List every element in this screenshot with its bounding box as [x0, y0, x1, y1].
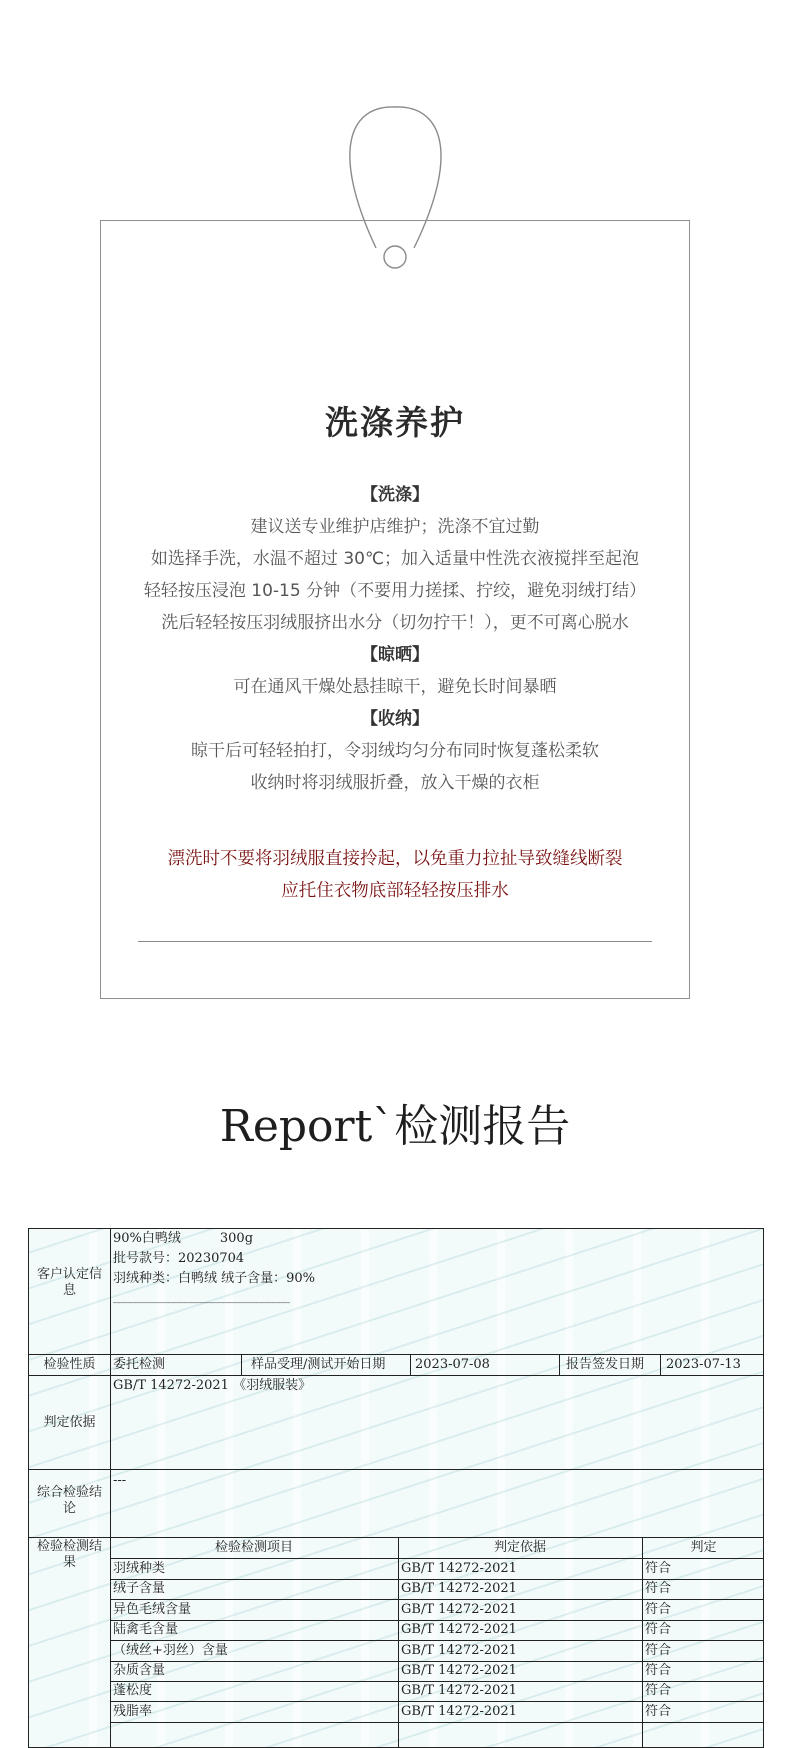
conclusion-label: 综合检验结论 [36, 1485, 102, 1516]
col-divider [241, 1354, 242, 1375]
result-item: 羽绒种类 [113, 1561, 166, 1576]
result-basis: GB/T 14272-2021 [401, 1561, 517, 1576]
results-label: 检验检测结果 [36, 1539, 102, 1570]
inspection-report [28, 1228, 764, 1748]
issue-date-label: 报告签发日期 [566, 1357, 645, 1372]
nature-value: 委托检测 [113, 1357, 166, 1372]
results-header-item: 检验检测项目 [214, 1540, 293, 1555]
report-heading: Report`检测报告 [219, 1101, 571, 1152]
care-line: 建议送专业维护店维护；洗涤不宜过勤 [250, 517, 540, 537]
conclusion-value: --- [113, 1473, 127, 1488]
col-divider [559, 1354, 560, 1375]
start-date-value: 2023-07-08 [415, 1357, 490, 1372]
care-line: 洗后轻轻按压羽绒服挤出水分（切勿拧干！），更不可离心脱水 [161, 613, 629, 633]
result-item: 杂质含量 [113, 1663, 166, 1678]
issue-date-value: 2023-07-13 [666, 1357, 741, 1372]
result-verdict: 符合 [645, 1703, 672, 1719]
row-divider [110, 1722, 763, 1723]
results-header-basis: 判定依据 [493, 1540, 546, 1555]
tag-divider [138, 941, 652, 942]
result-basis: GB/T 14272-2021 [401, 1663, 517, 1678]
result-verdict: 符合 [645, 1561, 672, 1576]
customer-info-line: 90%白鸭绒 300g [113, 1231, 254, 1246]
start-date-label: 样品受理/测试开始日期 [251, 1357, 386, 1372]
result-verdict: 符合 [645, 1683, 672, 1699]
col-divider [642, 1537, 643, 1748]
result-basis: GB/T 14272-2021 [401, 1683, 517, 1699]
result-verdict: 符合 [645, 1581, 672, 1597]
col-divider [110, 1229, 111, 1748]
result-item: 陆禽毛含量 [113, 1622, 179, 1638]
care-section-heading: 【收纳】 [361, 709, 429, 729]
customer-info-line: ________________________________ [113, 1289, 289, 1304]
care-line: 轻轻按压浸泡 10-15 分钟（不要用力搓揉、拧绞，避免羽绒打结） [143, 581, 647, 601]
result-item: （绒丝+羽丝）含量 [113, 1642, 228, 1658]
col-divider [398, 1537, 399, 1748]
result-basis: GB/T 14272-2021 [401, 1622, 517, 1638]
col-divider [660, 1354, 661, 1375]
care-line: 晾干后可轻轻拍打，令羽绒均匀分布同时恢复蓬松柔软 [191, 741, 599, 761]
customer-info-line: 批号款号：20230704 [113, 1251, 245, 1266]
care-section-heading: 【洗涤】 [361, 485, 429, 505]
result-item: 绒子含量 [113, 1581, 166, 1597]
result-verdict: 符合 [645, 1663, 672, 1678]
warning-line: 应托住衣物底部轻轻按压排水 [281, 881, 509, 901]
care-line: 如选择手洗，水温不超过 30℃；加入适量中性洗衣液搅拌至起泡 [150, 549, 640, 569]
care-line: 可在通风干燥处悬挂晾干，避免长时间暴晒 [233, 677, 557, 697]
result-basis: GB/T 14272-2021 [401, 1581, 517, 1597]
result-basis: GB/T 14272-2021 [401, 1601, 517, 1617]
row-divider [29, 1469, 763, 1470]
result-item: 异色毛绒含量 [113, 1601, 192, 1617]
results-header-verdict: 判定 [690, 1540, 717, 1555]
basis-value: GB/T 14272-2021 《羽绒服装》 [113, 1378, 312, 1393]
nature-label: 检验性质 [43, 1357, 96, 1372]
care-warning [101, 843, 689, 907]
col-divider [410, 1354, 411, 1375]
basis-label: 判定依据 [43, 1415, 96, 1430]
customer-info-line: 羽绒种类：白鸭绒 绒子含量：90% [113, 1271, 316, 1286]
result-verdict: 符合 [645, 1601, 672, 1617]
care-instructions [101, 479, 689, 799]
care-line: 收纳时将羽绒服折叠，放入干燥的衣柜 [250, 773, 540, 793]
result-basis: GB/T 14272-2021 [401, 1703, 517, 1719]
care-section-heading: 【晾晒】 [361, 645, 429, 665]
result-verdict: 符合 [645, 1642, 672, 1658]
warning-line: 漂洗时不要将羽绒服直接拎起，以免重力拉扯导致缝线断裂 [167, 849, 623, 869]
result-item: 残脂率 [113, 1703, 153, 1719]
result-item: 蓬松度 [113, 1683, 153, 1699]
result-basis: GB/T 14272-2021 [401, 1642, 517, 1658]
care-tag-title: 洗涤养护 [325, 403, 465, 442]
result-verdict: 符合 [645, 1622, 672, 1638]
customer-info-label: 客户认定信息 [36, 1267, 102, 1298]
care-tag-card [100, 220, 690, 999]
